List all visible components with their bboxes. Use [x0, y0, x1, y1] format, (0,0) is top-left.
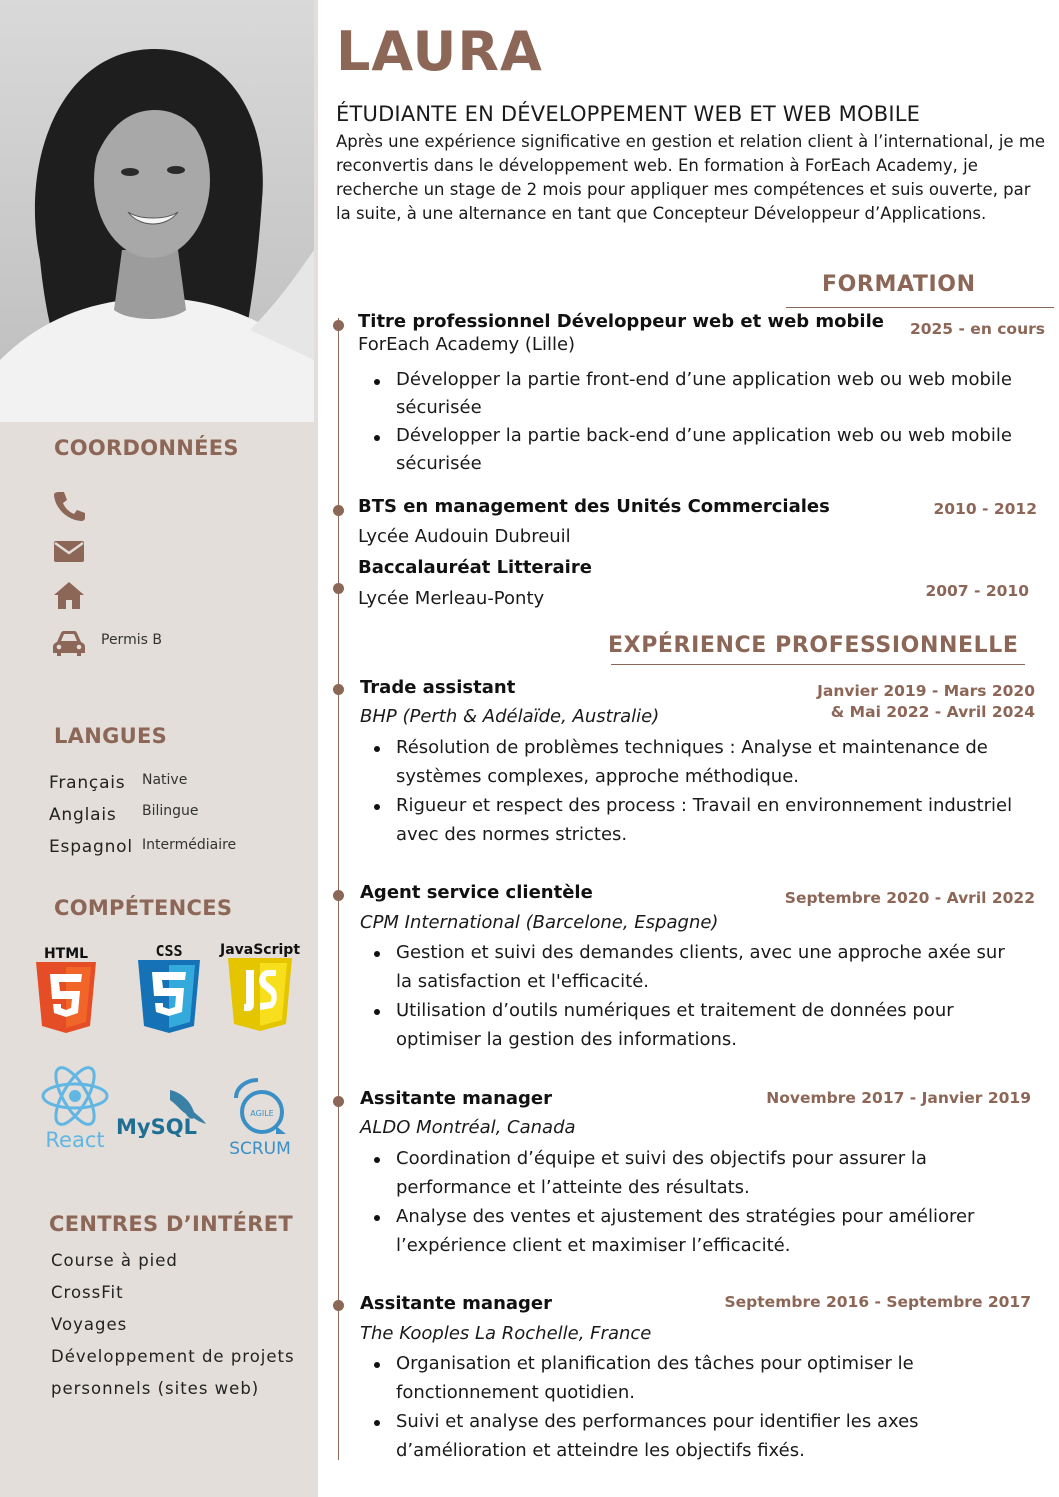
job-bullets: [360, 1349, 1020, 1465]
job-company: The Kooples La Rochelle, France: [360, 1323, 652, 1344]
timeline-dot: [333, 320, 344, 331]
languages-title: LANGUES: [54, 724, 168, 748]
candidate-name: LAURA: [336, 20, 543, 83]
list-item: Suivi et analyse des performances pour identifier les axes d’amélioration et atteindre les objectifs fixés.: [360, 1407, 1020, 1465]
css3-logo: [134, 940, 204, 1034]
mysql-logo: [114, 1086, 210, 1138]
hobby-item: Course à pied: [51, 1251, 178, 1270]
timeline-dot: [333, 684, 344, 695]
job-title: Assitante manager: [360, 1088, 553, 1109]
formation-title-3: Baccalauréat Litteraire: [358, 557, 592, 578]
car-icon: [51, 628, 87, 660]
timeline-dot: [333, 505, 344, 516]
scrum-label: SCRUM: [229, 1139, 291, 1158]
job-title: Agent service clientèle: [360, 882, 593, 903]
list-item: Développer la partie back-end d’une application web ou web mobile sécurisée: [360, 422, 1052, 478]
job-company: CPM International (Barcelone, Espagne): [360, 912, 719, 933]
job-date-line: & Mai 2022 - Avril 2024: [830, 703, 1035, 721]
formation-bullets-1: [360, 366, 1052, 478]
list-item: Organisation et planification des tâches pour optimiser le fonctionnement quotidien.: [360, 1349, 1020, 1407]
hobby-item: personnels (sites web): [51, 1379, 260, 1398]
formation-school-2: Lycée Audouin Dubreuil: [358, 526, 571, 547]
job-bullets: [360, 938, 1020, 1054]
language-name: Espagnol: [49, 837, 133, 857]
timeline-line: [338, 318, 339, 1460]
skills-title: COMPÉTENCES: [54, 896, 233, 920]
job-date: [817, 681, 1035, 723]
mail-icon: [51, 536, 87, 568]
driving-license: Permis B: [101, 632, 162, 648]
sidebar: [0, 0, 318, 1497]
css-label: CSS: [155, 942, 183, 960]
formation-school-1: ForEach Academy (Lille): [358, 334, 576, 355]
js-label: JavaScript: [219, 942, 301, 958]
hobby-item: CrossFit: [51, 1283, 124, 1302]
formation-date-1: 2025 - en cours: [909, 320, 1045, 338]
react-label: React: [45, 1128, 105, 1152]
experience-rule: [611, 664, 1025, 665]
job-bullets: [360, 1144, 1020, 1260]
formation-title: FORMATION: [822, 272, 976, 297]
list-item: Rigueur et respect des process : Travail en environnement industriel avec des normes strictes.: [360, 791, 1020, 849]
hobbies-title: CENTRES D’INTÉRET: [49, 1212, 294, 1236]
experience-title: EXPÉRIENCE PROFESSIONNELLE: [608, 633, 1019, 658]
list-item: Résolution de problèmes techniques : Analyse et maintenance de systèmes complexes, approche méthodique.: [360, 733, 1020, 791]
job-company: ALDO Montréal, Canada: [360, 1117, 576, 1138]
formation-title-2: BTS en management des Unités Commerciales: [358, 496, 830, 517]
list-item: Coordination d’équipe et suivi des objectifs pour assurer la performance et l’atteinte des résultats.: [360, 1144, 1020, 1202]
language-name: Anglais: [49, 805, 117, 825]
timeline-dot: [333, 1096, 344, 1107]
javascript-logo: [216, 938, 304, 1034]
job-date: Septembre 2016 - Septembre 2017: [724, 1293, 1031, 1311]
formation-date-2: 2010 - 2012: [933, 500, 1037, 518]
candidate-role: ÉTUDIANTE EN DÉVELOPPEMENT WEB ET WEB MOBILE: [336, 102, 921, 126]
formation-rule: [786, 307, 1054, 308]
language-level: Intermédiaire: [142, 837, 237, 853]
list-item: Utilisation d’outils numériques et traitement de données pour optimiser la gestion des informations.: [360, 996, 1020, 1054]
job-date: Septembre 2020 - Avril 2022: [784, 889, 1035, 907]
scrum-logo: [224, 1076, 296, 1158]
react-logo: [38, 1062, 112, 1152]
list-item: Gestion et suivi des demandes clients, avec une approche axée sur la satisfaction et l'efficacité.: [360, 938, 1020, 996]
job-date: Novembre 2017 - Janvier 2019: [766, 1089, 1031, 1107]
job-date-line: Janvier 2019 - Mars 2020: [817, 682, 1035, 700]
phone-icon: [51, 490, 87, 522]
timeline-dot: [333, 583, 344, 594]
html-label: HTML: [43, 946, 89, 962]
mysql-label: MySQL: [116, 1115, 197, 1138]
language-level: Bilingue: [142, 803, 199, 819]
job-title: Assitante manager: [360, 1293, 553, 1314]
profile-photo: [0, 0, 314, 422]
language-name: Français: [49, 773, 126, 793]
html5-logo: [34, 942, 98, 1034]
formation-school-3: Lycée Merleau-Ponty: [358, 588, 545, 609]
job-title: Trade assistant: [360, 677, 516, 698]
timeline-dot: [333, 1300, 344, 1311]
agile-label: AGILE: [250, 1109, 274, 1118]
formation-title-1: Titre professionnel Développeur web et web mobile: [358, 311, 884, 332]
list-item: Analyse des ventes et ajustement des stratégies pour améliorer l’expérience client et maximiser l’efficacité.: [360, 1202, 1020, 1260]
job-company: BHP (Perth & Adélaïde, Australie): [360, 706, 660, 727]
hobby-item: Voyages: [51, 1315, 128, 1334]
timeline-dot: [333, 890, 344, 901]
formation-date-3: 2007 - 2010: [925, 582, 1029, 600]
home-icon: [51, 580, 87, 612]
contact-title: COORDONNÉES: [54, 436, 239, 460]
language-level: Native: [142, 772, 188, 788]
job-bullets: [360, 733, 1020, 849]
hobby-item: Développement de projets: [51, 1347, 295, 1366]
intro-paragraph: Après une expérience significative en gestion et relation client à l’international, je me reconvertis dans le développement web. En formation à ForEach Academy, je recherche un stage de 2 mois pour appliquer mes compétences et suis ouverte, par la suite, à une alternance en tant que Concepteur Développeur d’Applications.: [336, 132, 1046, 223]
list-item: Développer la partie front-end d’une application web ou web mobile sécurisée: [360, 366, 1052, 422]
